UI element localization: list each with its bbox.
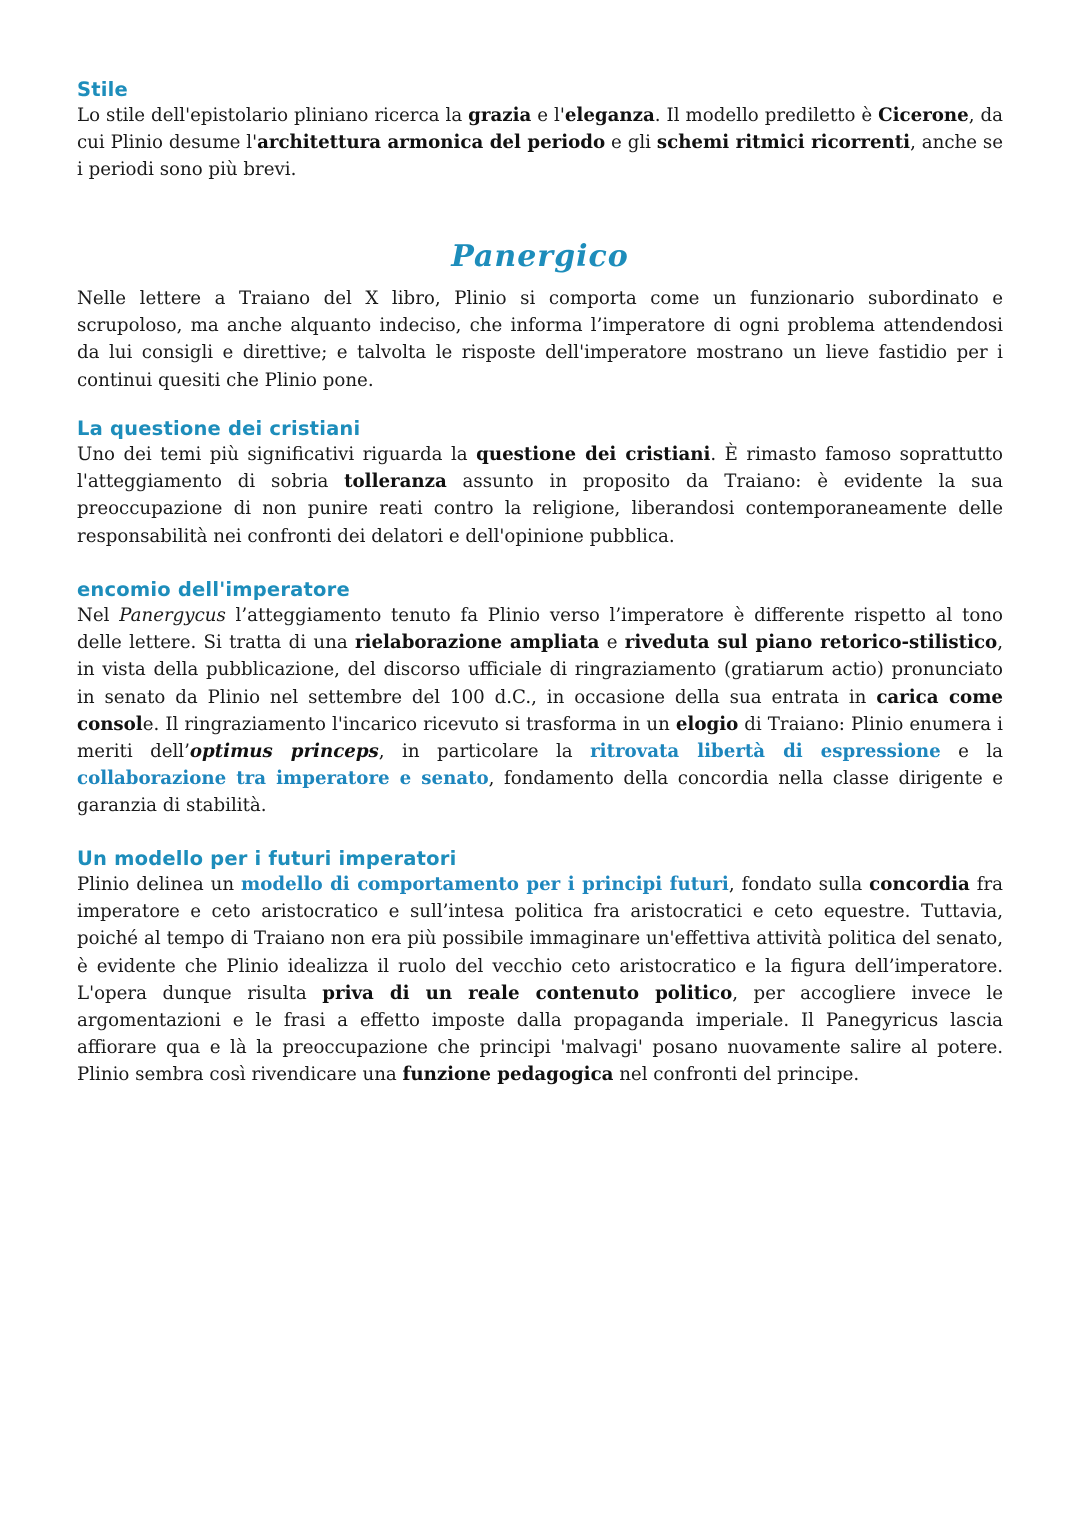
section-encomio	[77, 578, 1003, 820]
section-intro	[77, 285, 1003, 394]
paragraph-stile: Lo stile dell'epistolario pliniano ricerca la grazia e l'eleganza. Il modello prediletto è Cicerone, da cui Plinio desume l'architettura armonica del periodo e gli schemi ritmici ricorrenti, anche se i periodi sono più brevi.	[77, 105, 1003, 181]
heading-encomio: encomio dell'imperatore	[77, 578, 350, 601]
heading-modello: Un modello per i futuri imperatori	[77, 847, 457, 870]
section-cristiani	[77, 417, 1003, 550]
heading-cristiani: La questione dei cristiani	[77, 417, 361, 440]
section-stile	[77, 78, 1003, 184]
paragraph-encomio: Nel Panergycus l’atteggiamento tenuto fa Plinio verso l’imperatore è differente rispetto al tono delle lettere. Si tratta di una rielaborazione ampliata e riveduta sul piano retorico-stilistico, in vista della pubblicazione, del discorso ufficiale di ringraziamento (gratiarum actio) pronunciato in senato da Plinio nel settembre del 100 d.C., in occasione della sua entrata in carica come console. Il ringraziamento l'incarico ricevuto si trasforma in un elogio di Traiano: Plinio enumera i meriti dell’optimus princeps, in particolare la ritrovata libertà di espressione e la collaborazione tra imperatore e senato, fondamento della concordia nella classe dirigente e garanzia di stabilità.	[77, 605, 1004, 817]
paragraph-modello: Plinio delinea un modello di comportamento per i principi futuri, fondato sulla concordia fra imperatore e ceto aristocratico e sull’intesa politica fra aristocratici e ceto equestre. Tuttavia, poiché al tempo di Traiano non era più possibile immaginare un'effettiva attività politica del senato, è evidente che Plinio idealizza il ruolo del vecchio ceto aristocratico e la figura dell’imperatore. L'opera dunque risulta priva di un reale contenuto politico, per accogliere invece le argomentazioni e le frasi a effetto imposte dalla propaganda imperiale. Il Panegyricus lascia affiorare qua e là la preoccupazione che principi 'malvagi' posano nuovamente salire al potere. Plinio sembra così rivendicare una funzione pedagogica nel confronti del principe.	[77, 874, 1003, 1086]
paragraph-intro: Nelle lettere a Traiano del X libro, Plinio si comporta come un funzionario subordinato e scrupoloso, ma anche alquanto indeciso, che informa l’imperatore di ogni problema attendendosi da lui consigli e direttive; e talvolta le risposte dell'imperatore mostrano un lieve fastidio per i continui quesiti che Plinio pone.	[77, 288, 1003, 391]
heading-stile: Stile	[77, 78, 128, 101]
page-title: Panergico	[451, 239, 629, 274]
paragraph-cristiani: Uno dei temi più significativi riguarda la questione dei cristiani. È rimasto famoso soprattutto l'atteggiamento di sobria tolleranza assunto in proposito da Traiano: è evidente la sua preoccupazione di non punire reati contro la religione, liberandosi contemporaneamente delle responsabilità nei confronti dei delatori e dell'opinione pubblica.	[77, 444, 1003, 547]
section-modello	[77, 847, 1003, 1089]
